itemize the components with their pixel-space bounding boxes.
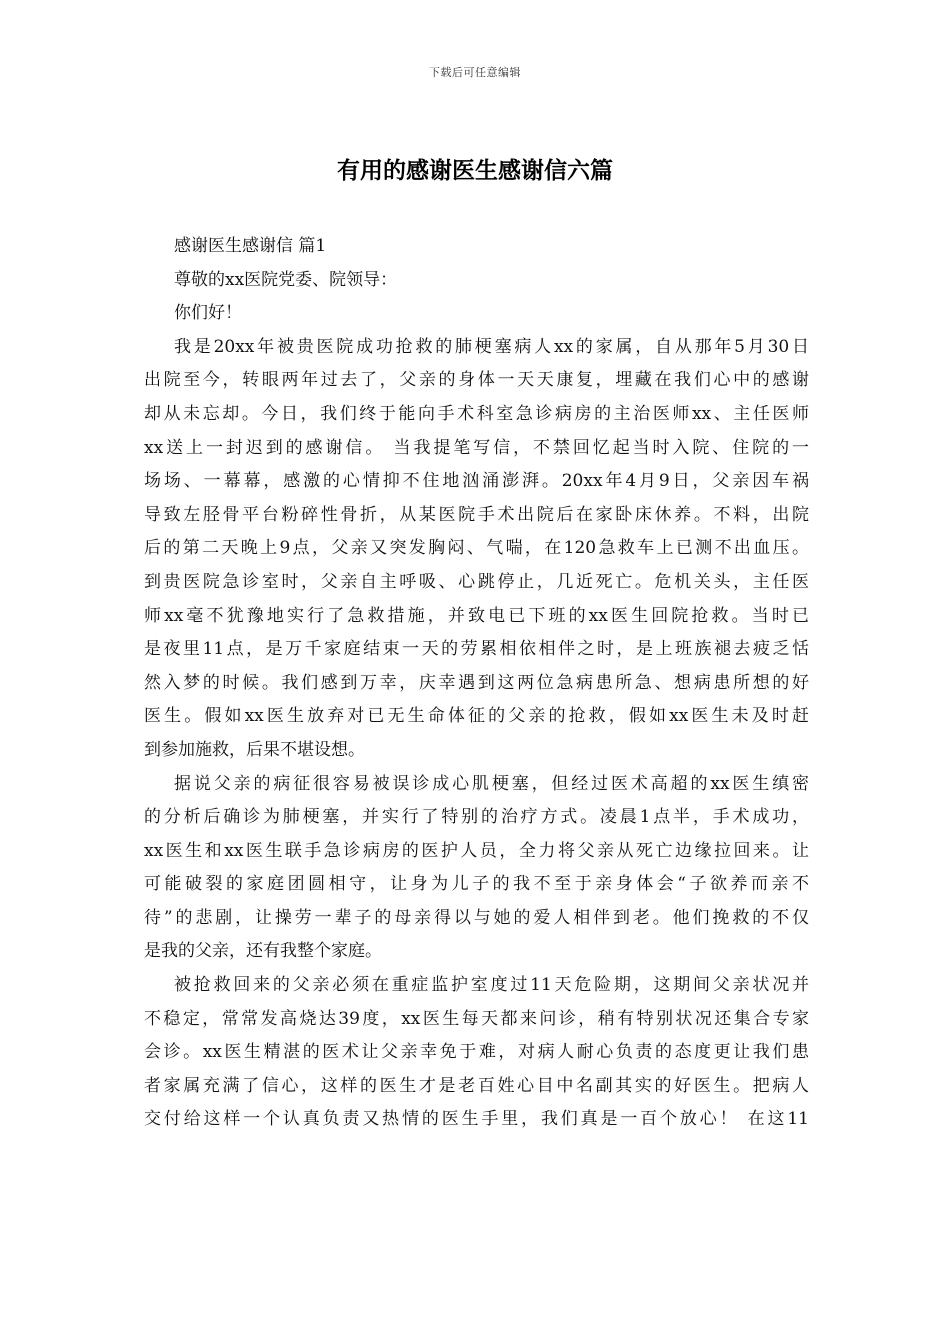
body-line: 会诊。xx医生精湛的医术让父亲幸免于难，对病人耐心负责的态度更让我们患	[144, 1042, 809, 1063]
body-line: 却从未忘却。今日，我们终于能向手术科室急诊病房的主治医师xx、主任医师	[144, 403, 809, 424]
body-line: 据说父亲的病征很容易被误诊成心肌梗塞，但经过医术高超的xx医生缜密	[174, 773, 809, 794]
body-line: 出院至今，转眼两年过去了，父亲的身体一天天康复，埋藏在我们心中的感谢	[144, 370, 809, 391]
body-line: 后的第二天晚上9点，父亲又突发胸闷、气喘，在120急救车上已测不出血压。	[144, 538, 809, 559]
body-line: 感谢医生感谢信 篇1	[174, 236, 327, 256]
body-line: 不稳定，常常发高烧达39度，xx医生每天都来问诊，稍有特别状况还集合专家	[144, 1008, 809, 1029]
document-title: 有用的感谢医生感谢信六篇	[337, 157, 613, 184]
header-note: 下载后可任意编辑	[429, 66, 521, 79]
body-line: xx医生和xx医生联手急诊病房的医护人员，全力将父亲从死亡边缘拉回来。让	[144, 840, 809, 861]
body-line: 师xx毫不犹豫地实行了急救措施，并致电已下班的xx医生回院抢救。当时已	[144, 605, 809, 626]
body-line: 待”的悲剧，让操劳一辈子的母亲得以与她的爱人相伴到老。他们挽救的不仅	[144, 907, 809, 928]
body-line: 你们好！	[174, 303, 242, 324]
body-line: 交付给这样一个认真负责又热情的医生手里，我们真是一百个放心！ 在这11	[144, 1109, 809, 1130]
body-line: 导致左胫骨平台粉碎性骨折，从某医院手术出院后在家卧床休养。不料，出院	[144, 504, 809, 525]
body-line: xx送上一封迟到的感谢信。 当我提笔写信，不禁回忆起当时入院、住院的一	[144, 437, 809, 458]
body-line: 医生。假如xx医生放弃对已无生命体征的父亲的抢救，假如xx医生未及时赶	[144, 706, 809, 727]
body-line: 尊敬的xx医院党委、院领导：	[174, 269, 398, 290]
body-line: 到贵医院急诊室时，父亲自主呼吸、心跳停止，几近死亡。危机关头，主任医	[144, 571, 809, 592]
body-line: 场场、一幕幕，感激的心情抑不住地汹涌澎湃。20xx年4月9日，父亲因车祸	[144, 471, 809, 492]
body-line: 的分析后确诊为肺梗塞，并实行了特别的治疗方式。凌晨1点半，手术成功，	[144, 807, 809, 828]
body-line: 然入梦的时候。我们感到万幸，庆幸遇到这两位急病患所急、想病患所想的好	[144, 672, 809, 693]
body-line: 可能破裂的家庭团圆相守，让身为儿子的我不至于亲身体会“子欲养而亲不	[144, 874, 809, 895]
body-line: 我是20xx年被贵医院成功抢救的肺梗塞病人xx的家属，自从那年5月30日	[174, 336, 809, 357]
document-body	[144, 230, 809, 1137]
body-line: 是我的父亲，还有我整个家庭。	[144, 941, 382, 962]
body-line: 被抢救回来的父亲必须在重症监护室度过11天危险期，这期间父亲状况并	[174, 975, 809, 996]
body-line: 者家属充满了信心，这样的医生才是老百姓心目中名副其实的好医生。把病人	[144, 1075, 809, 1096]
body-line: 是夜里11点，是万千家庭结束一天的劳累相依相伴之时，是上班族褪去疲乏恬	[144, 639, 809, 660]
body-line: 到参加施救，后果不堪设想。	[144, 739, 365, 760]
